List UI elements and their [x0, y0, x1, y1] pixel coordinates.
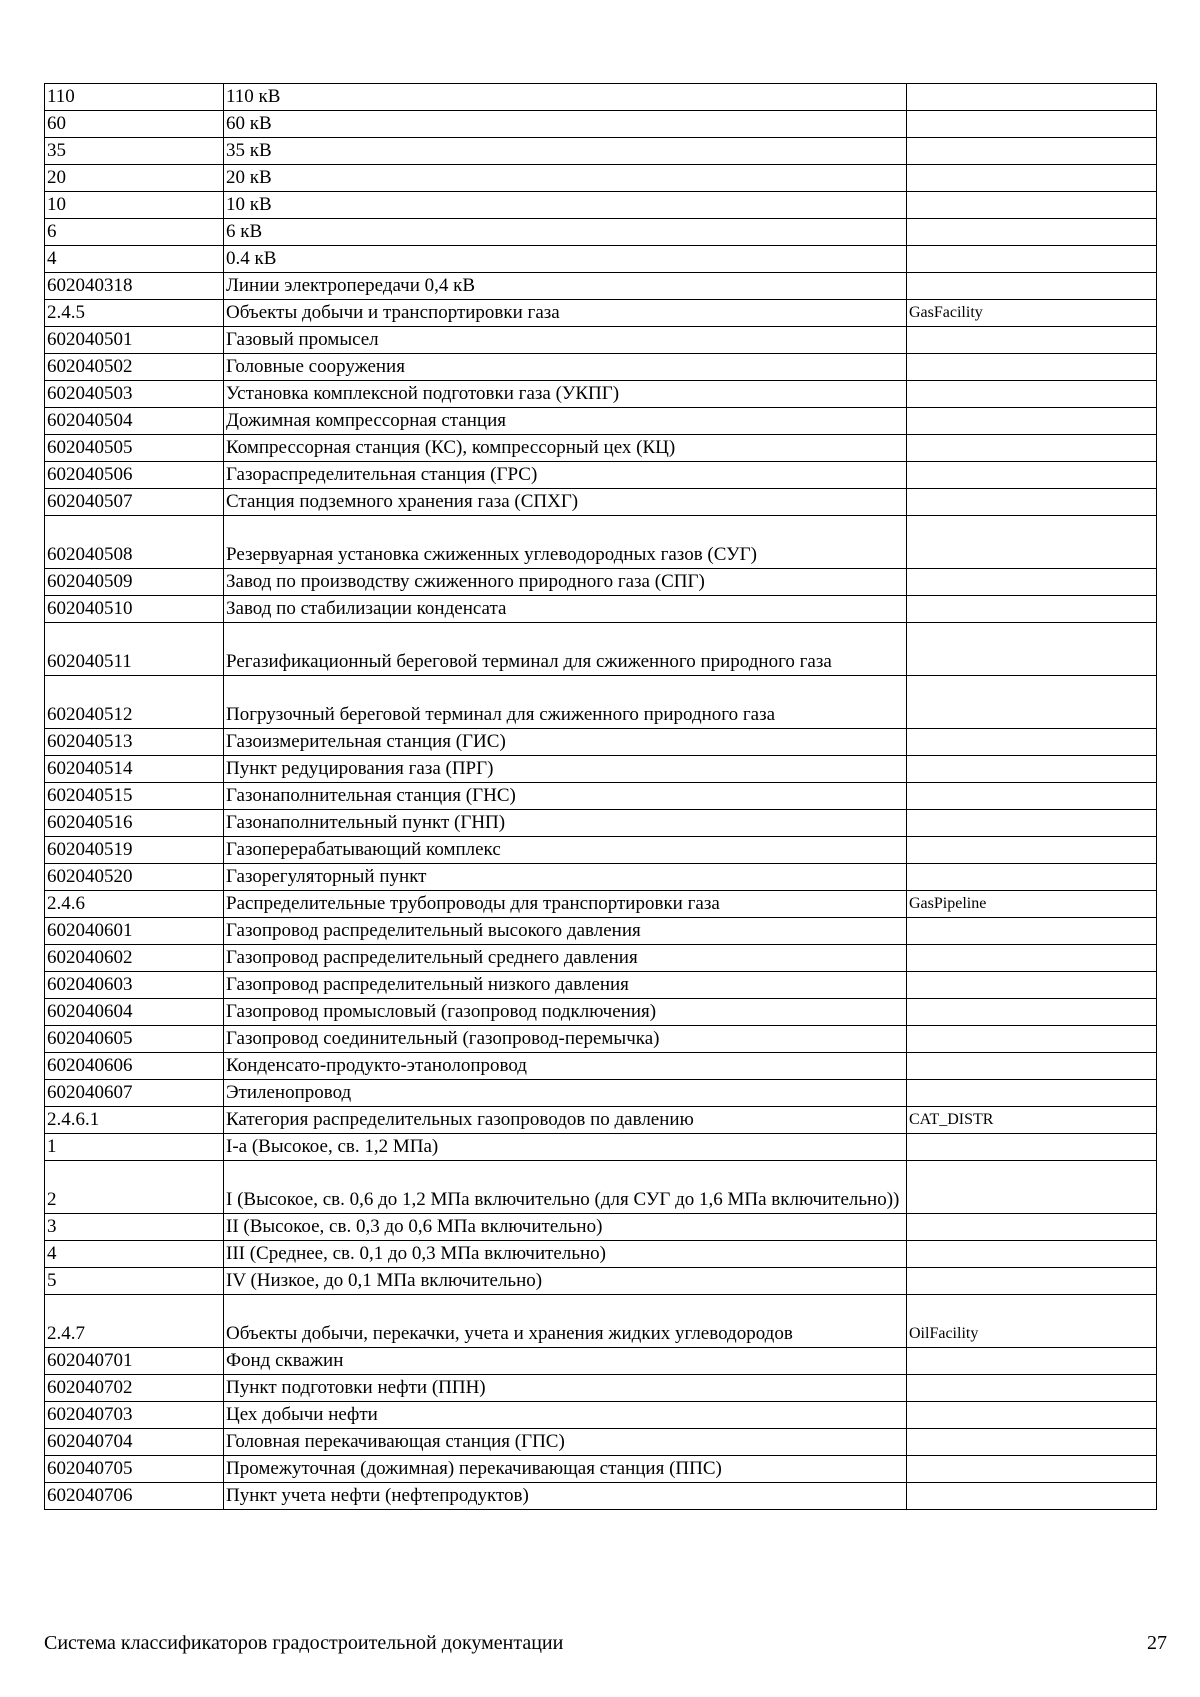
- table-row: [45, 972, 1157, 999]
- row-name: 20 кВ: [224, 165, 907, 192]
- table-row: [45, 462, 1157, 489]
- row-name: 35 кВ: [224, 138, 907, 165]
- row-code: 602040507: [45, 489, 224, 516]
- row-code: 602040703: [45, 1402, 224, 1429]
- row-code: 5: [45, 1268, 224, 1295]
- table-row: [45, 246, 1157, 273]
- row-name: Головная перекачивающая станция (ГПС): [224, 1429, 907, 1456]
- row-attribute: [907, 569, 1157, 596]
- row-code: 602040503: [45, 381, 224, 408]
- row-attribute: [907, 837, 1157, 864]
- row-code: 602040513: [45, 729, 224, 756]
- table-row: [45, 1295, 1157, 1348]
- row-attribute: [907, 945, 1157, 972]
- row-name: Компрессорная станция (КС), компрессорный цех (КЦ): [224, 435, 907, 462]
- table-row: [45, 1375, 1157, 1402]
- table-row: [45, 192, 1157, 219]
- table-row: [45, 1134, 1157, 1161]
- row-code: 2.4.5: [45, 300, 224, 327]
- table-row: [45, 489, 1157, 516]
- row-code: 2.4.6.1: [45, 1107, 224, 1134]
- row-attribute: [907, 1456, 1157, 1483]
- row-name: Пункт редуцирования газа (ПРГ): [224, 756, 907, 783]
- table-row: [45, 676, 1157, 729]
- row-attribute: GasFacility: [907, 300, 1157, 327]
- table-row: [45, 300, 1157, 327]
- row-name: III (Среднее, св. 0,1 до 0,3 МПа включительно): [224, 1241, 907, 1268]
- row-name: 110 кВ: [224, 84, 907, 111]
- table-row: [45, 1483, 1157, 1510]
- row-code: 602040601: [45, 918, 224, 945]
- row-name: Завод по стабилизации конденсата: [224, 596, 907, 623]
- row-attribute: GasPipeline: [907, 891, 1157, 918]
- row-code: 602040514: [45, 756, 224, 783]
- table-row: [45, 1429, 1157, 1456]
- row-name: II (Высокое, св. 0,3 до 0,6 МПа включительно): [224, 1214, 907, 1241]
- table-row: [45, 1456, 1157, 1483]
- row-attribute: [907, 1375, 1157, 1402]
- row-code: 602040509: [45, 569, 224, 596]
- table-row: [45, 1241, 1157, 1268]
- row-code: 602040506: [45, 462, 224, 489]
- row-code: 602040501: [45, 327, 224, 354]
- row-code: 602040706: [45, 1483, 224, 1510]
- table-row: [45, 1348, 1157, 1375]
- row-code: 602040602: [45, 945, 224, 972]
- row-attribute: [907, 1026, 1157, 1053]
- row-name: Головные сооружения: [224, 354, 907, 381]
- table-row: [45, 1107, 1157, 1134]
- row-code: 4: [45, 246, 224, 273]
- row-code: 602040520: [45, 864, 224, 891]
- row-name: Промежуточная (дожимная) перекачивающая станция (ППС): [224, 1456, 907, 1483]
- row-code: 20: [45, 165, 224, 192]
- row-code: 602040516: [45, 810, 224, 837]
- row-name: Объекты добычи и транспортировки газа: [224, 300, 907, 327]
- row-attribute: [907, 489, 1157, 516]
- row-code: 602040704: [45, 1429, 224, 1456]
- table-row: [45, 435, 1157, 462]
- table-row: [45, 837, 1157, 864]
- row-attribute: [907, 516, 1157, 569]
- row-attribute: [907, 1080, 1157, 1107]
- row-name: Категория распределительных газопроводов по давлению: [224, 1107, 907, 1134]
- table-row: [45, 756, 1157, 783]
- row-code: 602040511: [45, 623, 224, 676]
- row-code: 35: [45, 138, 224, 165]
- row-code: 602040607: [45, 1080, 224, 1107]
- table-row: [45, 783, 1157, 810]
- row-code: 602040605: [45, 1026, 224, 1053]
- row-attribute: [907, 729, 1157, 756]
- row-code: 3: [45, 1214, 224, 1241]
- footer-title: Система классификаторов градостроительной документации: [44, 1632, 564, 1654]
- row-attribute: [907, 623, 1157, 676]
- row-code: 10: [45, 192, 224, 219]
- table-row: [45, 354, 1157, 381]
- row-attribute: [907, 111, 1157, 138]
- row-code: 602040519: [45, 837, 224, 864]
- table-row: [45, 111, 1157, 138]
- row-code: 6: [45, 219, 224, 246]
- table-row: [45, 999, 1157, 1026]
- row-attribute: [907, 1348, 1157, 1375]
- row-attribute: [907, 1214, 1157, 1241]
- row-attribute: [907, 1429, 1157, 1456]
- row-code: 602040701: [45, 1348, 224, 1375]
- row-code: 4: [45, 1241, 224, 1268]
- row-attribute: [907, 408, 1157, 435]
- table-row: [45, 273, 1157, 300]
- classifier-table: [44, 83, 1157, 1510]
- row-name: Погрузочный береговой терминал для сжиженного природного газа: [224, 676, 907, 729]
- row-name: Пункт подготовки нефти (ППН): [224, 1375, 907, 1402]
- row-attribute: [907, 1053, 1157, 1080]
- row-attribute: [907, 756, 1157, 783]
- row-name: I-а (Высокое, св. 1,2 МПа): [224, 1134, 907, 1161]
- table-row: [45, 623, 1157, 676]
- row-attribute: [907, 1134, 1157, 1161]
- row-attribute: OilFacility: [907, 1295, 1157, 1348]
- row-code: 602040318: [45, 273, 224, 300]
- table-row: [45, 569, 1157, 596]
- row-code: 602040606: [45, 1053, 224, 1080]
- row-attribute: [907, 1483, 1157, 1510]
- row-code: 2: [45, 1161, 224, 1214]
- table-row: [45, 729, 1157, 756]
- row-attribute: [907, 1402, 1157, 1429]
- table-row: [45, 138, 1157, 165]
- row-attribute: [907, 381, 1157, 408]
- row-name: Конденсато-продукто-этанолопровод: [224, 1053, 907, 1080]
- row-name: Фонд скважин: [224, 1348, 907, 1375]
- row-code: 602040604: [45, 999, 224, 1026]
- row-attribute: [907, 138, 1157, 165]
- table-row: [45, 596, 1157, 623]
- row-name: 6 кВ: [224, 219, 907, 246]
- table-row: [45, 1161, 1157, 1214]
- row-name: Газовый промысел: [224, 327, 907, 354]
- row-name: 60 кВ: [224, 111, 907, 138]
- table-row: [45, 810, 1157, 837]
- row-name: Объекты добычи, перекачки, учета и хранения жидких углеводородов: [224, 1295, 907, 1348]
- table-row: [45, 1053, 1157, 1080]
- row-name: Газораспределительная станция (ГРС): [224, 462, 907, 489]
- row-code: 602040505: [45, 435, 224, 462]
- row-name: IV (Низкое, до 0,1 МПа включительно): [224, 1268, 907, 1295]
- row-code: 1: [45, 1134, 224, 1161]
- row-attribute: [907, 354, 1157, 381]
- row-name: Резервуарная установка сжиженных углеводородных газов (СУГ): [224, 516, 907, 569]
- row-code: 602040705: [45, 1456, 224, 1483]
- row-name: Линии электропередачи 0,4 кВ: [224, 273, 907, 300]
- row-attribute: CAT_DISTR: [907, 1107, 1157, 1134]
- row-attribute: [907, 435, 1157, 462]
- row-name: 0.4 кВ: [224, 246, 907, 273]
- row-attribute: [907, 918, 1157, 945]
- row-attribute: [907, 676, 1157, 729]
- row-code: 602040702: [45, 1375, 224, 1402]
- table-row: [45, 918, 1157, 945]
- table-row: [45, 1080, 1157, 1107]
- row-name: Газопровод соединительный (газопровод-перемычка): [224, 1026, 907, 1053]
- table-row: [45, 945, 1157, 972]
- row-attribute: [907, 165, 1157, 192]
- row-code: 602040502: [45, 354, 224, 381]
- row-attribute: [907, 219, 1157, 246]
- table-row: [45, 516, 1157, 569]
- row-code: 602040512: [45, 676, 224, 729]
- row-name: Завод по производству сжиженного природного газа (СПГ): [224, 569, 907, 596]
- row-name: Газоизмерительная станция (ГИС): [224, 729, 907, 756]
- table-row: [45, 1402, 1157, 1429]
- row-code: 602040508: [45, 516, 224, 569]
- table-row: [45, 219, 1157, 246]
- row-name: Дожимная компрессорная станция: [224, 408, 907, 435]
- row-name: Газорегуляторный пункт: [224, 864, 907, 891]
- row-attribute: [907, 327, 1157, 354]
- row-name: Регазификационный береговой терминал для сжиженного природного газа: [224, 623, 907, 676]
- table-row: [45, 327, 1157, 354]
- row-attribute: [907, 273, 1157, 300]
- row-name: Установка комплексной подготовки газа (УКПГ): [224, 381, 907, 408]
- row-name: Цех добычи нефти: [224, 1402, 907, 1429]
- row-code: 2.4.6: [45, 891, 224, 918]
- table-row: [45, 381, 1157, 408]
- row-attribute: [907, 810, 1157, 837]
- row-code: 60: [45, 111, 224, 138]
- row-code: 602040515: [45, 783, 224, 810]
- row-attribute: [907, 84, 1157, 111]
- row-attribute: [907, 462, 1157, 489]
- table-row: [45, 1026, 1157, 1053]
- row-attribute: [907, 972, 1157, 999]
- row-attribute: [907, 1241, 1157, 1268]
- row-attribute: [907, 999, 1157, 1026]
- row-name: Газопровод распределительный низкого давления: [224, 972, 907, 999]
- row-code: 602040603: [45, 972, 224, 999]
- table-row: [45, 891, 1157, 918]
- row-name: Газоперерабатывающий комплекс: [224, 837, 907, 864]
- row-code: 110: [45, 84, 224, 111]
- row-code: 2.4.7: [45, 1295, 224, 1348]
- row-name: Газонаполнительный пункт (ГНП): [224, 810, 907, 837]
- table-row: [45, 1268, 1157, 1295]
- row-name: Газонаполнительная станция (ГНС): [224, 783, 907, 810]
- classifier-table-body: [45, 84, 1157, 1510]
- row-name: I (Высокое, св. 0,6 до 1,2 МПа включительно (для СУГ до 1,6 МПа включительно)): [224, 1161, 907, 1214]
- row-attribute: [907, 864, 1157, 891]
- row-name: Этиленопровод: [224, 1080, 907, 1107]
- table-row: [45, 1214, 1157, 1241]
- table-row: [45, 84, 1157, 111]
- row-attribute: [907, 596, 1157, 623]
- row-name: Газопровод промысловый (газопровод подключения): [224, 999, 907, 1026]
- table-row: [45, 408, 1157, 435]
- row-code: 602040510: [45, 596, 224, 623]
- row-attribute: [907, 1161, 1157, 1214]
- row-name: 10 кВ: [224, 192, 907, 219]
- row-name: Пункт учета нефти (нефтепродуктов): [224, 1483, 907, 1510]
- table-row: [45, 165, 1157, 192]
- row-attribute: [907, 246, 1157, 273]
- row-name: Распределительные трубопроводы для транспортировки газа: [224, 891, 907, 918]
- row-attribute: [907, 1268, 1157, 1295]
- row-code: 602040504: [45, 408, 224, 435]
- row-name: Станция подземного хранения газа (СПХГ): [224, 489, 907, 516]
- row-attribute: [907, 783, 1157, 810]
- page-number: 27: [1147, 1632, 1167, 1654]
- row-name: Газопровод распределительный среднего давления: [224, 945, 907, 972]
- row-attribute: [907, 192, 1157, 219]
- row-name: Газопровод распределительный высокого давления: [224, 918, 907, 945]
- table-row: [45, 864, 1157, 891]
